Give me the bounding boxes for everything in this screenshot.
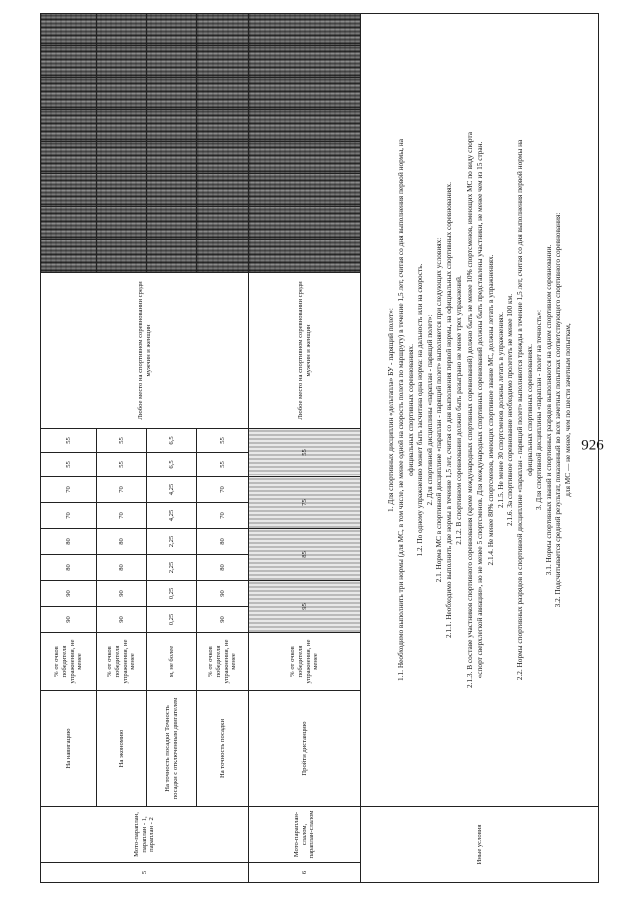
scan-noise-block [97, 207, 147, 240]
table-row [249, 14, 361, 883]
value-cell: 80 [97, 529, 147, 555]
value-cell: 70 [41, 503, 97, 529]
value-cell: 80 [197, 529, 249, 555]
scan-noise-block [249, 46, 361, 78]
conditions-label: Иные условия [361, 807, 599, 883]
value-cell: 80 [41, 555, 97, 581]
scan-noise-block [41, 78, 97, 110]
conditions-text [361, 14, 599, 807]
value-cell: 55 [97, 453, 147, 477]
value-cell: 80 [197, 555, 249, 581]
value-cell: 55 [97, 429, 147, 453]
exercise-label: На экономию [97, 691, 147, 807]
value-cell: 70 [41, 477, 97, 503]
table-row [197, 14, 249, 883]
scan-noise-block [97, 46, 147, 78]
scan-noise-block [197, 142, 249, 174]
scan-noise-block [249, 174, 361, 207]
condition-line: 2.1.6. За спортивное соревнование необходимо пролететь не менее 100 км. [505, 293, 515, 527]
condition-line: 2. Для спортивной дисциплины «параплан - парящий полет»: [424, 314, 434, 506]
scan-noise-block [147, 207, 197, 240]
value-cell: 85 [249, 529, 361, 581]
value-cell: 55 [249, 429, 361, 477]
scan-noise-block [41, 207, 97, 240]
exercise-unit: % от очков победителя упражнения, не менее [249, 633, 361, 691]
scan-noise-block [41, 174, 97, 207]
scan-noise-block [41, 240, 97, 273]
condition-line: 2.1.1. Необходимо выполнить две нормы в течение 1,5 лет, считая со дня выполнения первой нормы, на официальных спортивных соревнованиях. [443, 181, 453, 639]
table-row [41, 14, 97, 883]
scan-noise-block [197, 14, 249, 46]
conditions-row [361, 14, 599, 883]
value-cell: 90 [197, 607, 249, 633]
value-cell: 90 [197, 581, 249, 607]
value-cell: 0,25 [147, 581, 197, 607]
exercise-unit: % от очков победителя упражнения, не менее [97, 633, 147, 691]
scan-noise-block [197, 78, 249, 110]
value-cell: 95 [249, 581, 361, 633]
value-cell: 2,25 [147, 529, 197, 555]
condition-line: 2.2. Нормы спортивных разрядов в спортивной дисциплине «параплан - парящий полет» выполняются трижды в течение 1,5 лет, считая со дня выполнения первой нормы на [515, 139, 525, 681]
value-cell: 90 [41, 581, 97, 607]
condition-line: 2.1.2. В спортивном соревновании должно быть разыграно не менее трех упражнений. [453, 275, 463, 545]
value-cell: 6,5 [147, 429, 197, 453]
scan-noise-block [97, 142, 147, 174]
exercise-unit: м, не более [147, 633, 197, 691]
scan-noise-block [147, 14, 197, 46]
value-cell: 70 [197, 503, 249, 529]
value-cell: 75 [249, 477, 361, 529]
page-number: 926 [581, 437, 604, 454]
scan-noise-block [147, 174, 197, 207]
value-cell: 55 [197, 429, 249, 453]
scan-noise-block [97, 110, 147, 142]
scan-noise-block [249, 110, 361, 142]
row-number: 5 [41, 863, 249, 883]
value-cell: 2,25 [147, 555, 197, 581]
condition-line: официальных спортивных соревнованиях. [524, 344, 534, 476]
scan-noise-block [41, 110, 97, 142]
condition-line: 1. Для спортивных дисциплин «дельтапла» БУ - парящий полет»: [386, 308, 396, 512]
scan-noise-block [197, 174, 249, 207]
value-cell: 0,25 [147, 607, 197, 633]
scan-noise-block [97, 174, 147, 207]
table-row [147, 14, 197, 883]
value-cell: 70 [197, 477, 249, 503]
scan-noise-block [249, 207, 361, 240]
scan-noise-block [97, 14, 147, 46]
condition-line: 3. Для спортивной дисциплины «параплан - полет на точность»: [534, 309, 544, 511]
value-cell: 90 [97, 581, 147, 607]
value-cell: 4,25 [147, 477, 197, 503]
discipline-name: Мото-параплан-слалом, параплан-слалом [249, 807, 361, 863]
value-cell: 55 [41, 453, 97, 477]
place-condition: Любое место на спортивном соревновании среди мужчин и женщин [41, 273, 249, 429]
value-cell: 80 [97, 555, 147, 581]
scan-noise-block [147, 46, 197, 78]
exercise-label: На точность посадки Точность посадки с отключенным двигателем [147, 691, 197, 807]
value-cell: 70 [97, 503, 147, 529]
scan-noise-block [41, 14, 97, 46]
condition-line: 1.2. По одному упражнению может быть засчитана одна норма: на дальность или на скорость. [415, 263, 425, 557]
discipline-name: Мото-параплан, параплан - 1, параплан - 2 [41, 807, 249, 863]
scan-noise-block [147, 110, 197, 142]
scan-noise-block [197, 240, 249, 273]
scan-noise-block [249, 142, 361, 174]
condition-line: официальных спортивных соревнованиях. [405, 344, 415, 476]
exercise-unit: % от очков победителя упражнения, не менее [41, 633, 97, 691]
condition-line: 3.1. Нормы спортивных званий и спортивных разрядов выполняются на одном спортивном соревновании. [543, 244, 553, 576]
scan-noise-block [41, 142, 97, 174]
value-cell: 80 [41, 529, 97, 555]
exercise-label: Пройти дистанцию [249, 691, 361, 807]
value-cell: 90 [41, 607, 97, 633]
scan-noise-block [249, 78, 361, 110]
exercise-label: На навигацию [41, 691, 97, 807]
scan-noise-block [147, 142, 197, 174]
value-cell: 55 [41, 429, 97, 453]
scan-noise-block [249, 14, 361, 46]
scan-noise-block [197, 46, 249, 78]
condition-line: 2.1.5. Не менее 30 спортсменов должны летать в упражнениях. [495, 312, 505, 508]
scan-noise-block [147, 78, 197, 110]
scan-noise-block [147, 240, 197, 273]
value-cell: 6,5 [147, 453, 197, 477]
value-cell: 90 [97, 607, 147, 633]
scan-noise-block [97, 78, 147, 110]
condition-line: «спорт сверхлегкой авиации», но не менее 5 спортсменов. Для международных спортивных соревнований должны быть представлены участники, не менее чем из 15 стран. [474, 141, 484, 679]
exercise-label: На точность посадки [197, 691, 249, 807]
scan-noise-block [41, 46, 97, 78]
norms-table [40, 13, 599, 883]
condition-line: 2.1. Норма МС в спортивной дисциплине «параплан - парящий полет» выполняется при следующих условиях: [434, 237, 444, 583]
condition-line: для МС — не менее, чем по шести зачетным попыткам, [563, 323, 573, 497]
condition-line: 3.2. Подсчитывается средний результат, показанный во всех зачетных попытках соответствующего спортивного соревнования: [553, 212, 563, 608]
value-cell: 70 [97, 477, 147, 503]
row-number: 6 [249, 863, 361, 883]
value-cell: 55 [197, 453, 249, 477]
condition-line: 2.1.3. В составе участников спортивного соревнования (кроме международных спортивных соревнований) должно быть не менее 10% спортсменов, имеющих МС по виду спорта [465, 132, 475, 689]
condition-line: 2.1.4. Не менее 80% спортсменов, имеющих спортивное звание МС, должны летать в упражнениях. [486, 254, 496, 566]
exercise-unit: % от очков победителя упражнения, не менее [197, 633, 249, 691]
value-cell: 4,25 [147, 503, 197, 529]
scan-noise-block [249, 240, 361, 273]
scan-noise-block [197, 207, 249, 240]
table-row [97, 14, 147, 883]
scan-noise-block [97, 240, 147, 273]
place-condition: Любое место на спортивном соревновании среди мужчин и женщин [249, 273, 361, 429]
condition-line: 1.1. Необходимо выполнить три нормы (для МС, в том числе, не менее одной на скорость полета по маршруту) в течение 1,5 лет, считая со дня выполнения первой нормы, на [395, 139, 405, 681]
scan-noise-block [197, 110, 249, 142]
